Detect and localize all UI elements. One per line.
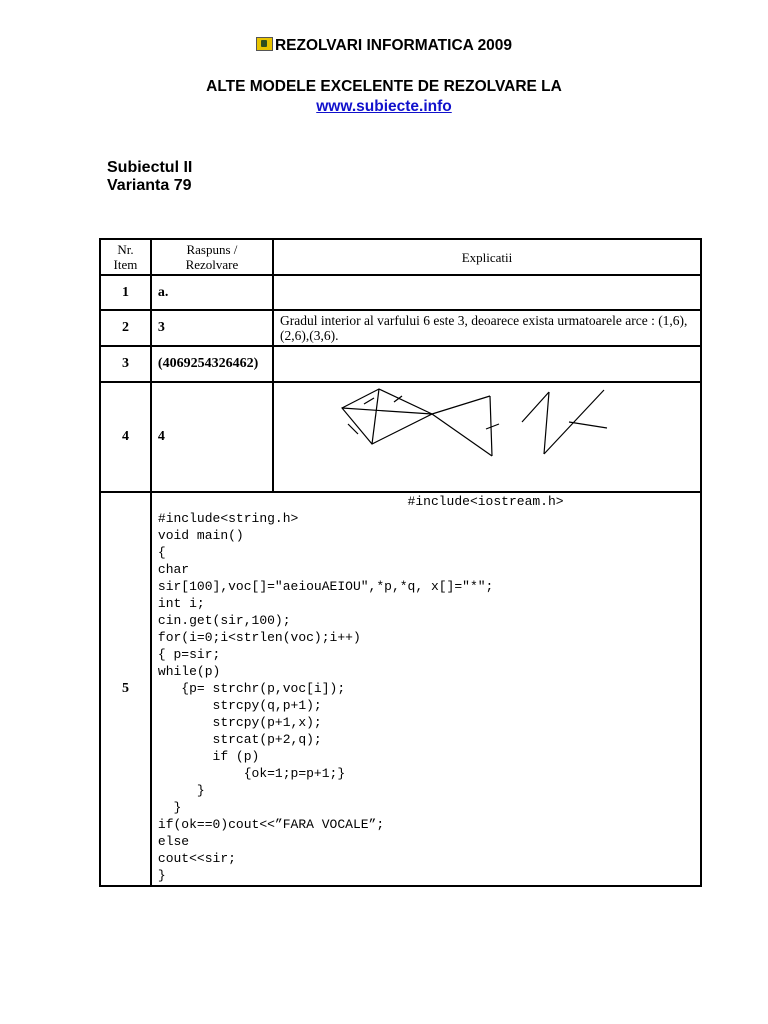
doc-subtitle: ALTE MODELE EXCELENTE DE REZOLVARE LA: [206, 78, 562, 95]
variant-title: Varianta 79: [107, 177, 192, 194]
answers-table: [99, 238, 702, 887]
graph-edge: [342, 408, 432, 414]
row-item: 1: [100, 275, 151, 310]
graph-edge: [432, 414, 492, 456]
site-link[interactable]: www.subiecte.info: [316, 98, 452, 115]
graph-edge: [569, 422, 607, 428]
logo-icon: [256, 37, 273, 51]
code-solution: #include<iostream.h> #include<string.h> void main() { char sir[100],voc[]="aeiouAEIOU",*p,*q, x[]="*"; int i; cin.get(sir,100); for(i=0;i<strlen(voc);i++) { p=sir; while(p) {p= strchr(p,voc[i]); strcpy(q,p+1); strcpy(p+1,x); strcat(p+2,q); if (p) {ok=1;p=p+1;} } } if(ok==0)cout<<”FARA VOCALE”; else cout<<sir; }: [151, 492, 701, 886]
header-answer: Raspuns / Rezolvare: [151, 239, 273, 275]
graph-edge: [490, 396, 492, 456]
table-row: [100, 346, 701, 382]
row-answer: 3: [151, 310, 273, 346]
graph-edge: [486, 424, 499, 429]
row-item: 2: [100, 310, 151, 346]
header-item: Nr. Item: [100, 239, 151, 275]
doc-title-text: REZOLVARI INFORMATICA 2009: [274, 37, 513, 54]
header-explanation: Explicatii: [273, 239, 701, 275]
subject-title: Subiectul II: [107, 159, 193, 176]
row-explanation: [273, 275, 701, 310]
graph-edge: [372, 389, 379, 444]
table-row: [100, 492, 701, 886]
table-row: [100, 275, 701, 310]
row-explanation: [273, 346, 701, 382]
graph-edge: [544, 390, 604, 454]
site-link-wrap: [0, 98, 768, 116]
graph-edge: [544, 392, 549, 454]
row-answer: 4: [151, 382, 273, 492]
row-item: 5: [100, 492, 151, 886]
row-item: 3: [100, 346, 151, 382]
graph-sketch: [274, 384, 700, 490]
row-answer: a.: [151, 275, 273, 310]
graph-edge: [522, 392, 549, 422]
table-row: [100, 382, 701, 492]
graph-sketch-cell: [273, 382, 701, 492]
table-header-row: [100, 239, 701, 275]
row-item: 4: [100, 382, 151, 492]
graph-edge: [342, 389, 432, 444]
table-row: [100, 310, 701, 346]
graph-edge: [432, 396, 490, 414]
row-answer: (4069254326462): [151, 346, 273, 382]
doc-title: [0, 37, 768, 55]
row-explanation: Gradul interior al varfului 6 este 3, deoarece exista urmatoarele arce : (1,6),(2,6),(3,6).: [273, 310, 701, 346]
graph-edge: [364, 398, 374, 404]
